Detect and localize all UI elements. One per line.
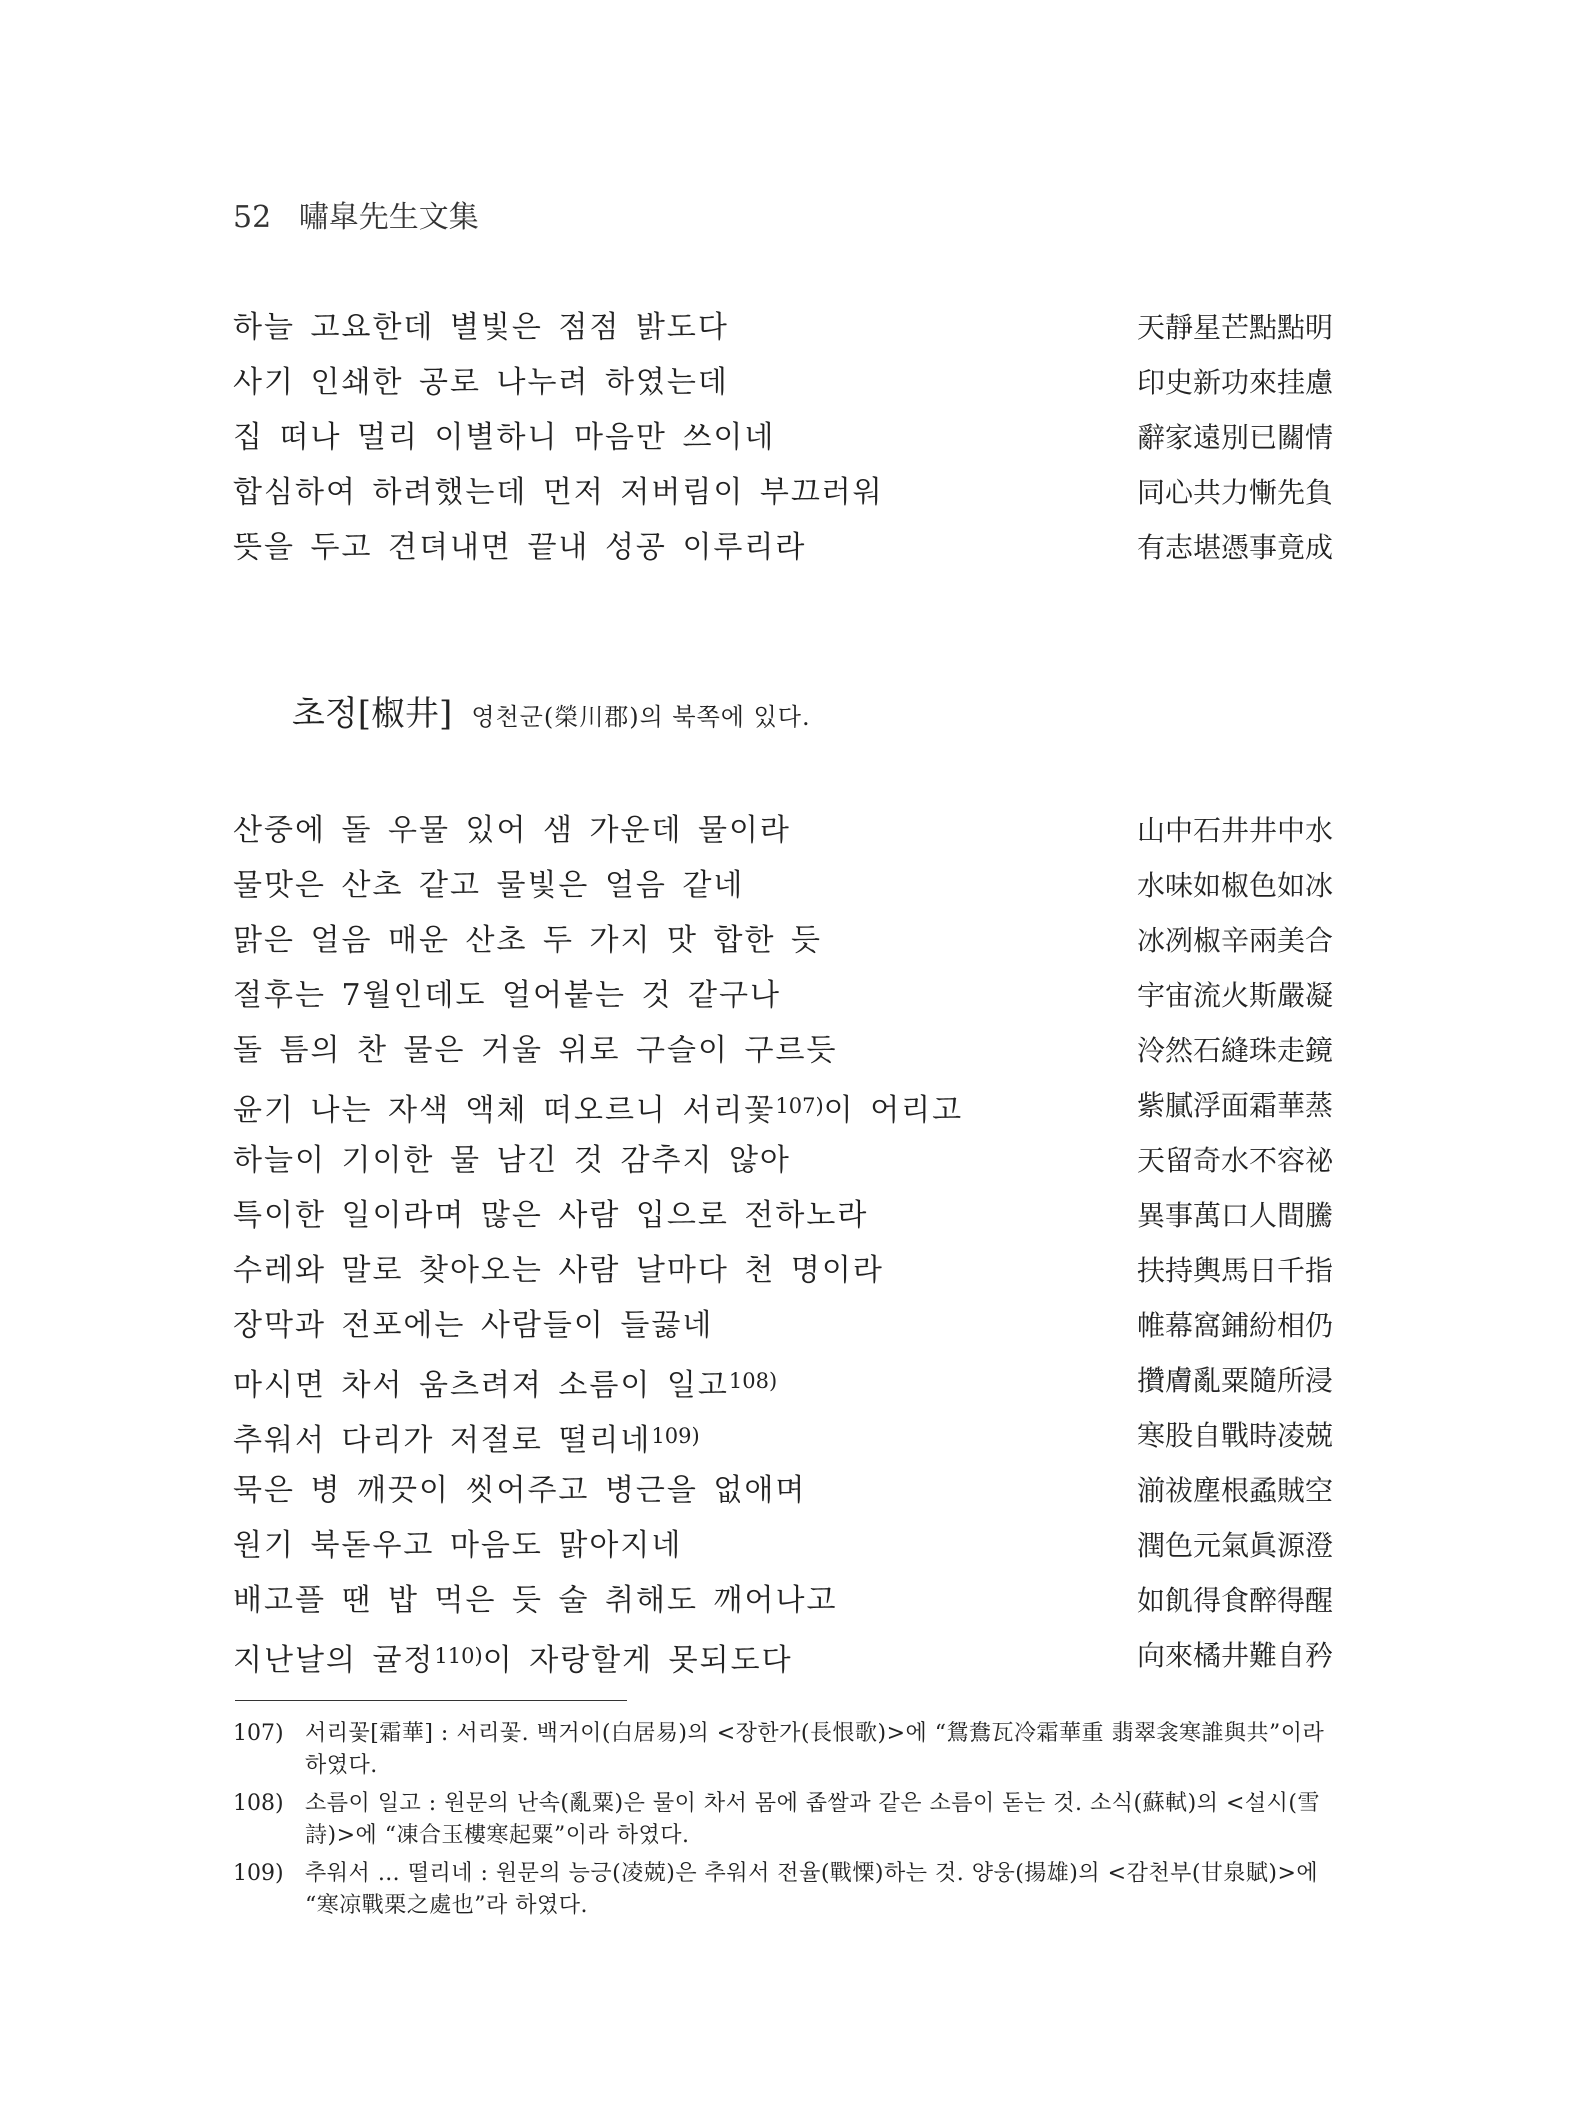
korean-verse-text: 산중에 돌 우물 있어 샘 가운데 물이라 (233, 813, 791, 848)
footnote-number: 107) (233, 1721, 284, 1746)
classical-chinese-verse: 攢膚亂粟隨所浸 (1136, 1364, 1333, 1397)
poem-line (233, 415, 1333, 470)
classical-chinese-verse: 帷幕窩鋪紛相仍 (1136, 1309, 1333, 1342)
classical-chinese-verse: 湔祓塵根蟊賊空 (1136, 1474, 1333, 1507)
korean-verse-text: 물맛은 산초 같고 물빛은 얼음 같네 (233, 868, 745, 903)
korean-verse-text: 마시면 차서 움츠려져 소름이 일고 (233, 1368, 729, 1403)
korean-verse (233, 1248, 884, 1294)
classical-chinese-verse: 印史新功來挂慮 (1136, 366, 1333, 399)
poem-two (233, 808, 1333, 1688)
korean-verse-text: 수레와 말로 찾아오는 사람 날마다 천 명이라 (233, 1253, 884, 1288)
korean-verse (233, 808, 791, 854)
poem-line (233, 973, 1333, 1028)
poem-line (233, 918, 1333, 973)
korean-verse (233, 1578, 837, 1624)
korean-verse (233, 918, 822, 964)
korean-verse-text: 지난날의 귤정 (233, 1643, 435, 1678)
korean-verse (233, 1468, 806, 1514)
korean-verse (233, 1633, 793, 1684)
poem-title-note: 영천군(榮川郡)의 북쪽에 있다. (471, 703, 811, 731)
korean-verse: 합심하여 하려했는데 먼저 저버림이 부끄러워 (233, 475, 884, 510)
poem-heading (292, 690, 811, 744)
korean-verse-text: 돌 틈의 찬 물은 거울 위로 구슬이 구르듯 (233, 1033, 838, 1068)
korean-verse (233, 863, 744, 909)
poem-line (233, 1303, 1333, 1358)
korean-verse-text: 특이한 일이라며 많은 사람 입으로 전하노라 (233, 1198, 869, 1233)
classical-chinese-verse: 宇宙流火斯嚴凝 (1136, 979, 1333, 1012)
classical-chinese-verse: 有志堪憑事竟成 (1136, 531, 1333, 564)
korean-verse-text-continued: 이 어리고 (823, 1093, 964, 1128)
classical-chinese-verse: 冰冽椒辛兩美合 (1136, 924, 1333, 957)
footnote-text: 추워서 … 떨리네 : 원문의 능긍(凌兢)은 추워서 전율(戰慄)하는 것. 양웅(揚雄)의 <감천부(甘泉賦)>에 “寒凉戰栗之處也”라 하였다. (305, 1861, 1319, 1918)
footnote (233, 1788, 1343, 1852)
classical-chinese-verse: 如飢得食醉得醒 (1136, 1584, 1333, 1617)
korean-verse: 사기 인쇄한 공로 나누려 하였는데 (233, 365, 729, 400)
poem-line (233, 360, 1333, 415)
footnote-number: 108) (233, 1791, 284, 1816)
poem-line (233, 1633, 1333, 1688)
korean-verse-text: 장막과 전포에는 사람들이 들끓네 (233, 1308, 714, 1343)
classical-chinese-verse: 辭家遠別已關情 (1136, 421, 1333, 454)
korean-verse-text: 하늘이 기이한 물 남긴 것 감추지 않아 (233, 1143, 791, 1178)
korean-verse: 하늘 고요한데 별빛은 점점 밝도다 (233, 310, 729, 345)
korean-verse-text: 윤기 나는 자색 액체 떠오르니 서리꽃 (233, 1093, 776, 1128)
korean-verse-text: 원기 북돋우고 마음도 맑아지네 (233, 1528, 683, 1563)
footnote (233, 1858, 1343, 1922)
classical-chinese-verse: 寒股自戰時凌兢 (1136, 1419, 1333, 1452)
poem-title: 초정[椒井] (292, 694, 453, 734)
korean-verse (233, 1138, 791, 1184)
classical-chinese-verse: 同心共力慚先負 (1136, 476, 1333, 509)
classical-chinese-verse: 泠然石縫珠走鏡 (1136, 1034, 1333, 1067)
poem-line (233, 1413, 1333, 1468)
poem-line (233, 1193, 1333, 1248)
poem-one (233, 305, 1333, 580)
footnotes (233, 1718, 1343, 1928)
classical-chinese-verse: 水味如椒色如冰 (1136, 869, 1333, 902)
poem-line (233, 1138, 1333, 1193)
footnote-reference[interactable]: 109) (651, 1424, 700, 1448)
korean-verse-text: 배고플 땐 밥 먹은 듯 술 취해도 깨어나고 (233, 1583, 838, 1618)
korean-verse-text: 절후는 7월인데도 얼어붙는 것 같구나 (233, 978, 781, 1013)
korean-verse (233, 973, 781, 1019)
footnote-reference[interactable]: 107) (775, 1094, 824, 1118)
classical-chinese-verse: 天靜星芒點點明 (1136, 311, 1333, 344)
poem-line (233, 1358, 1333, 1413)
korean-verse (233, 1358, 777, 1409)
poem-line (233, 1578, 1333, 1633)
footnote-text: 소름이 일고 : 원문의 난속(亂粟)은 물이 차서 몸에 좁쌀과 같은 소름이 돋는 것. 소식(蘇軾)의 <설시(雪詩)>에 “凍合玉樓寒起粟”이라 하였다. (305, 1791, 1320, 1848)
footnote-reference[interactable]: 110) (434, 1644, 483, 1668)
running-header (233, 192, 479, 236)
korean-verse: 뜻을 두고 견뎌내면 끝내 성공 이루리라 (233, 530, 807, 565)
classical-chinese-verse: 紫膩浮面霜華蒸 (1136, 1089, 1333, 1122)
poem-line (233, 808, 1333, 863)
classical-chinese-verse: 向來橘井難自矜 (1136, 1639, 1333, 1672)
korean-verse-text: 맑은 얼음 매운 산초 두 가지 맛 합한 듯 (233, 923, 822, 958)
poem-line (233, 305, 1333, 360)
page-number: 52 (233, 200, 272, 235)
korean-verse-text: 추워서 다리가 저절로 떨리네 (233, 1423, 652, 1458)
korean-verse (233, 1028, 837, 1074)
korean-verse-text: 묵은 병 깨끗이 씻어주고 병근을 없애며 (233, 1473, 807, 1508)
footnote-reference[interactable]: 108) (728, 1369, 778, 1393)
poem-line (233, 863, 1333, 918)
poem-line (233, 1248, 1333, 1303)
book-title: 嘯皐先生文集 (298, 200, 479, 235)
classical-chinese-verse: 山中石井井中水 (1136, 814, 1333, 847)
korean-verse: 집 떠나 멀리 이별하니 마음만 쓰이네 (233, 420, 776, 455)
poem-line (233, 1468, 1333, 1523)
korean-verse (233, 1303, 713, 1349)
korean-verse (233, 1193, 868, 1239)
footnote-text: 서리꽃[霜華] : 서리꽃. 백거이(白居易)의 <장한가(長恨歌)>에 “鴛鴦瓦冷霜華重 翡翠衾寒誰與共”이라 하였다. (305, 1721, 1325, 1778)
footnote-number: 109) (233, 1861, 284, 1886)
poem-line (233, 1523, 1333, 1578)
korean-verse (233, 1413, 700, 1464)
footnote-divider (235, 1700, 627, 1701)
korean-verse (233, 1523, 682, 1569)
korean-verse (233, 1083, 963, 1134)
classical-chinese-verse: 天留奇水不容祕 (1136, 1144, 1333, 1177)
poem-line (233, 1083, 1333, 1138)
poem-line (233, 525, 1333, 580)
classical-chinese-verse: 異事萬口人間騰 (1136, 1199, 1333, 1232)
poem-line (233, 470, 1333, 525)
poem-line (233, 1028, 1333, 1083)
classical-chinese-verse: 扶持輿馬日千指 (1136, 1254, 1333, 1287)
korean-verse-text-continued: 이 자랑할게 못되도다 (482, 1643, 793, 1678)
classical-chinese-verse: 潤色元氣眞源澄 (1136, 1529, 1333, 1562)
footnote (233, 1718, 1343, 1782)
